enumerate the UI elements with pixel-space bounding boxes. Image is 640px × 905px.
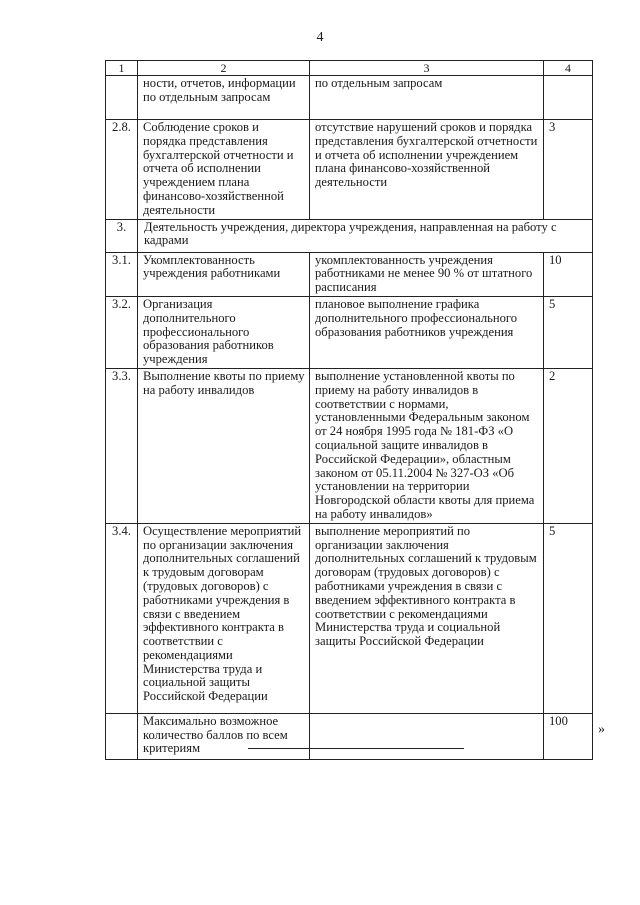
criterion-cell: ности, отчетов, информации по отдельным запросам: [138, 76, 310, 120]
criterion-cell: Соблюдение сроков и порядка представления бухгалтерской отчетности и отчета об исполнении учреждением плана финансово-хозяйственной деятельности: [138, 120, 310, 220]
row-number: 3.4.: [106, 523, 138, 713]
indicator-cell: по отдельным запросам: [310, 76, 544, 120]
criterion-cell: Осуществление мероприятий по организации заключения дополнительных соглашений к трудовым договорам (трудовых договоров) с работниками учреждения в связи с введением эффективного контракта в соответствии с рекомендациями Министерства труда и социальной защиты Российской Федерации: [138, 523, 310, 713]
header-cell: 3: [310, 61, 544, 76]
table-row: [106, 76, 593, 120]
criterion-cell: Максимально возможное количество баллов по всем критериям: [138, 713, 310, 759]
table-row: [106, 523, 593, 713]
indicator-cell: [310, 713, 544, 759]
points-cell: 100: [544, 713, 593, 759]
page-number: 4: [316, 30, 324, 45]
criteria-table: [105, 60, 593, 760]
points-cell: 2: [544, 368, 593, 523]
points-cell: 5: [544, 523, 593, 713]
points-cell: [544, 76, 593, 120]
row-number: [106, 713, 138, 759]
table-row: [106, 120, 593, 220]
criterion-cell: Организация дополнительного профессионального образования работников учреждения: [138, 296, 310, 368]
criterion-cell: Выполнение квоты по приему на работу инвалидов: [138, 368, 310, 523]
indicator-cell: укомплектованность учреждения работниками не менее 90 % от штатного расписания: [310, 252, 544, 296]
table-row: [106, 252, 593, 296]
section-number: 3.: [106, 219, 138, 252]
points-cell: 3: [544, 120, 593, 220]
points-cell: 5: [544, 296, 593, 368]
indicator-cell: выполнение мероприятий по организации заключения дополнительных соглашений к трудовым договорам (трудовых договоров) с работниками учреждения в связи с введением эффективного контракта в соответствии с рекомендациями Министерства труда и социальной защиты Российской Федерации: [310, 523, 544, 713]
section-title: Деятельность учреждения, директора учреждения, направленная на работу с кадрами: [138, 219, 593, 252]
separator-line: [248, 748, 464, 749]
section-row: [106, 219, 593, 252]
total-row: [106, 713, 593, 759]
indicator-cell: выполнение установленной квоты по приему на работу инвалидов в соответствии с нормами, установленными Федеральным законом от 24 ноября 1995 года № 181-ФЗ «О социальной защите инвалидов в Российской Федерации», областным законом от 05.11.2004 № 327-ОЗ «Об установлении на территории Новгородской области квоты для приема на работу инвалидов»: [310, 368, 544, 523]
row-number: 3.1.: [106, 252, 138, 296]
table-row: [106, 296, 593, 368]
row-number: 2.8.: [106, 120, 138, 220]
points-cell: 10: [544, 252, 593, 296]
criterion-cell: Укомплектованность учреждения работниками: [138, 252, 310, 296]
closing-quote: »: [598, 722, 605, 737]
row-number: 3.2.: [106, 296, 138, 368]
header-cell: 1: [106, 61, 138, 76]
header-cell: 4: [544, 61, 593, 76]
table-header-row: [106, 61, 593, 76]
row-number: [106, 76, 138, 120]
table-row: [106, 368, 593, 523]
indicator-cell: плановое выполнение графика дополнительного профессионального образования работников учреждения: [310, 296, 544, 368]
row-number: 3.3.: [106, 368, 138, 523]
header-cell: 2: [138, 61, 310, 76]
indicator-cell: отсутствие нарушений сроков и порядка представления бухгалтерской отчетности и отчета об исполнении учреждением плана финансово-хозяйственной деятельности: [310, 120, 544, 220]
